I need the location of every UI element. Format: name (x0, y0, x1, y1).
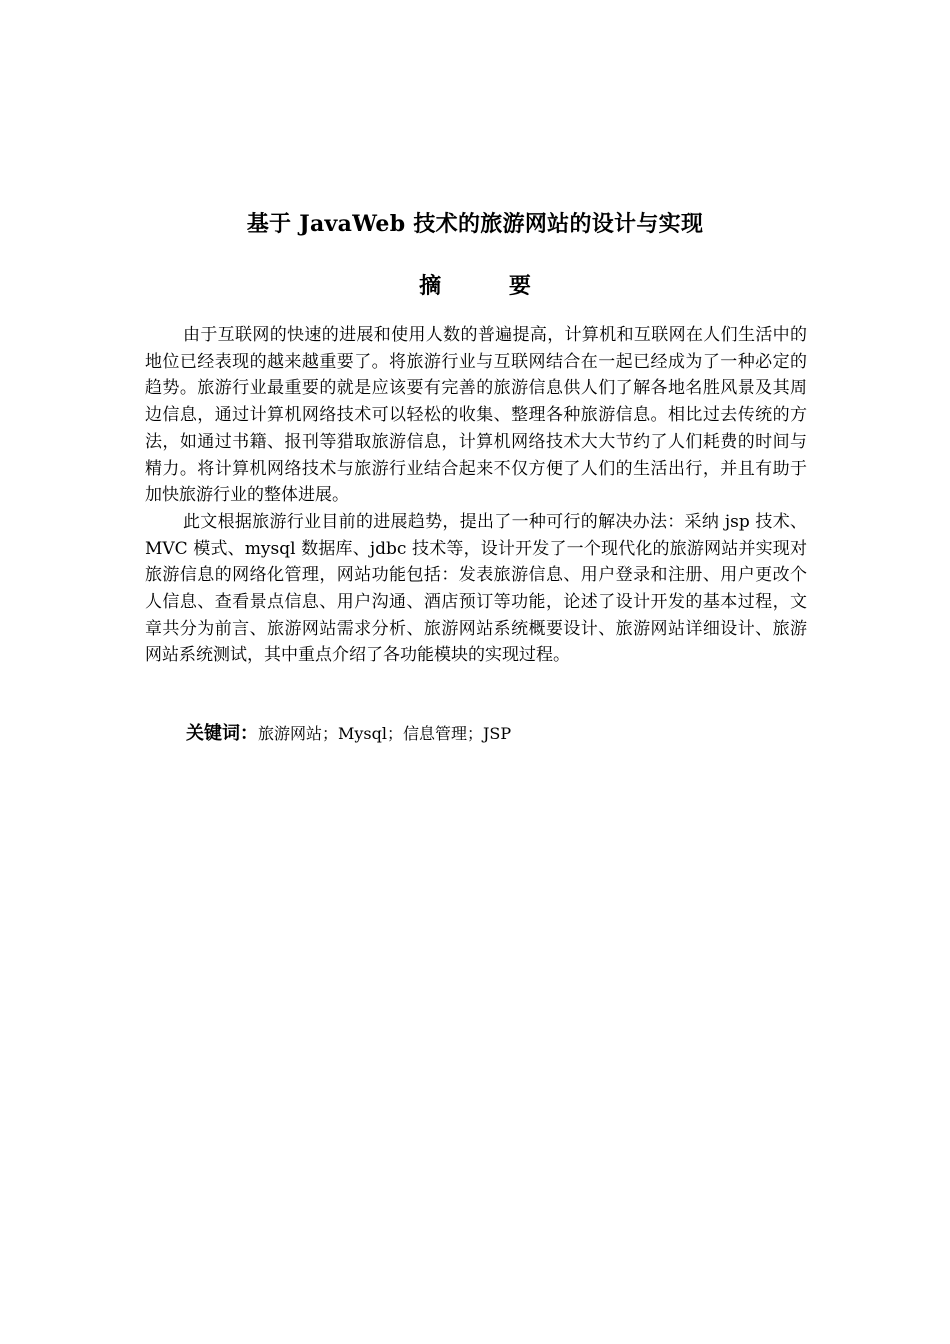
abstract-heading: 摘 要 (419, 273, 561, 299)
keywords-label: 关键词： (186, 723, 258, 744)
abstract-paragraph: 由于互联网的快速的进展和使用人数的普遍提高，计算机和互联网在人们生活中的地位已经表现的越来越重要了。将旅游行业与互联网结合在一起已经成为了一种必定的趋势。旅游行业最重要的就是应该要有完善的旅游信息供人们了解各地名胜风景及其周边信息，通过计算机网络技术可以轻松的收集、整理各种旅游信息。相比过去传统的方法，如通过书籍、报刊等猎取旅游信息，计算机网络技术大大节约了人们耗费的时间与精力。将计算机网络技术与旅游行业结合起来不仅方便了人们的生活出行，并且有助于加快旅游行业的整体进展。 (145, 325, 807, 506)
keywords-line (186, 720, 806, 748)
abstract-body (145, 322, 807, 669)
abstract-paragraph: 此文根据旅游行业目前的进展趋势，提出了一种可行的解决办法：采纳 jsp 技术、MVC 模式、mysql 数据库、jdbc 技术等，设计开发了一个现代化的旅游网站并实现对旅游信息的网络化管理，网站功能包括：发表旅游信息、用户登录和注册、用户更改个人信息、查看景点信息、用户沟通、酒店预订等功能，论述了设计开发的基本过程，文章共分为前言、旅游网站需求分析、旅游网站系统概要设计、旅游网站详细设计、旅游网站系统测试，其中重点介绍了各功能模块的实现过程。 (145, 511, 807, 666)
paper-title: 基于 JavaWeb 技术的旅游网站的设计与实现 (246, 211, 704, 237)
keywords-value: 旅游网站；Mysql；信息管理；JSP (258, 724, 512, 743)
